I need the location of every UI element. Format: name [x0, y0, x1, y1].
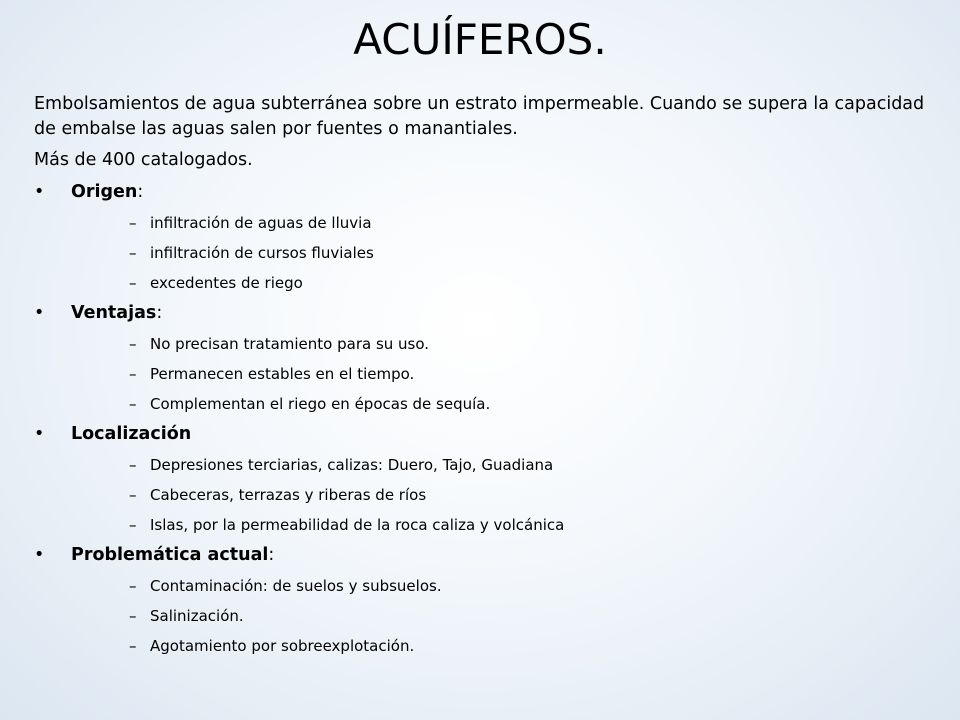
- sub-item-text: infiltración de aguas de lluvia: [150, 214, 372, 232]
- sub-item-text: No precisan tratamiento para su uso.: [150, 335, 430, 353]
- sub-item: [71, 359, 934, 389]
- sub-list: [71, 571, 934, 661]
- sub-item: [71, 329, 934, 359]
- sub-item-text: Cabeceras, terrazas y riberas de ríos: [150, 486, 427, 504]
- bullet-origen: [34, 179, 934, 298]
- sub-list: [71, 329, 934, 419]
- bullet-problematica: [34, 542, 934, 661]
- sub-item: [71, 480, 934, 510]
- bullet-suffix: :: [156, 303, 163, 323]
- dash-icon: –: [129, 335, 137, 353]
- intro-paragraph: Embolsamientos de agua subterránea sobre un estrato impermeable. Cuando se supera la capacidad de embalse las aguas salen por fuentes o manantiales.: [34, 94, 925, 139]
- bullet-title: Localización: [71, 424, 192, 444]
- dash-icon: –: [129, 486, 137, 504]
- dash-icon: –: [129, 637, 137, 655]
- dash-icon: –: [129, 516, 137, 534]
- slide-title: ACUÍFEROS.: [353, 15, 607, 64]
- dash-icon: –: [129, 244, 137, 262]
- sub-item-text: Contaminación: de suelos y subsuelos.: [150, 577, 442, 595]
- bullet-ventajas: [34, 300, 934, 419]
- bullet-icon: •: [34, 424, 45, 444]
- dash-icon: –: [129, 274, 137, 292]
- sub-item-text: excedentes de riego: [150, 274, 303, 292]
- bullet-icon: •: [34, 303, 45, 323]
- bullet-localizacion: [34, 421, 934, 540]
- dash-icon: –: [129, 214, 137, 232]
- sub-item-text: Depresiones terciarias, calizas: Duero, Tajo, Guadiana: [150, 456, 554, 474]
- sub-item-text: Salinización.: [150, 607, 244, 625]
- sub-item: [71, 208, 934, 238]
- dash-icon: –: [129, 456, 137, 474]
- sub-list: [71, 450, 934, 540]
- sub-item-text: Islas, por la permeabilidad de la roca caliza y volcánica: [150, 516, 565, 534]
- sub-item: [71, 238, 934, 268]
- sub-item-text: Permanecen estables en el tiempo.: [150, 365, 415, 383]
- sub-item: [71, 601, 934, 631]
- bullet-suffix: :: [268, 545, 275, 565]
- bullet-list: [34, 179, 934, 661]
- sub-item: [71, 268, 934, 298]
- sub-item-text: Complementan el riego en épocas de sequía.: [150, 395, 491, 413]
- bullet-icon: •: [34, 545, 45, 565]
- catalog-count: Más de 400 catalogados.: [34, 150, 253, 170]
- sub-item: [71, 571, 934, 601]
- bullet-icon: •: [34, 182, 45, 202]
- bullet-title: Origen: [71, 182, 138, 202]
- sub-item: [71, 450, 934, 480]
- dash-icon: –: [129, 607, 137, 625]
- dash-icon: –: [129, 577, 137, 595]
- dash-icon: –: [129, 395, 137, 413]
- slide-content: [34, 92, 934, 663]
- sub-list: [71, 208, 934, 298]
- sub-item: [71, 510, 934, 540]
- sub-item-text: infiltración de cursos fluviales: [150, 244, 374, 262]
- sub-item: [71, 631, 934, 661]
- bullet-suffix: :: [137, 182, 144, 202]
- dash-icon: –: [129, 365, 137, 383]
- bullet-title: Problemática actual: [71, 545, 269, 565]
- bullet-title: Ventajas: [71, 303, 157, 323]
- sub-item-text: Agotamiento por sobreexplotación.: [150, 637, 415, 655]
- sub-item: [71, 389, 934, 419]
